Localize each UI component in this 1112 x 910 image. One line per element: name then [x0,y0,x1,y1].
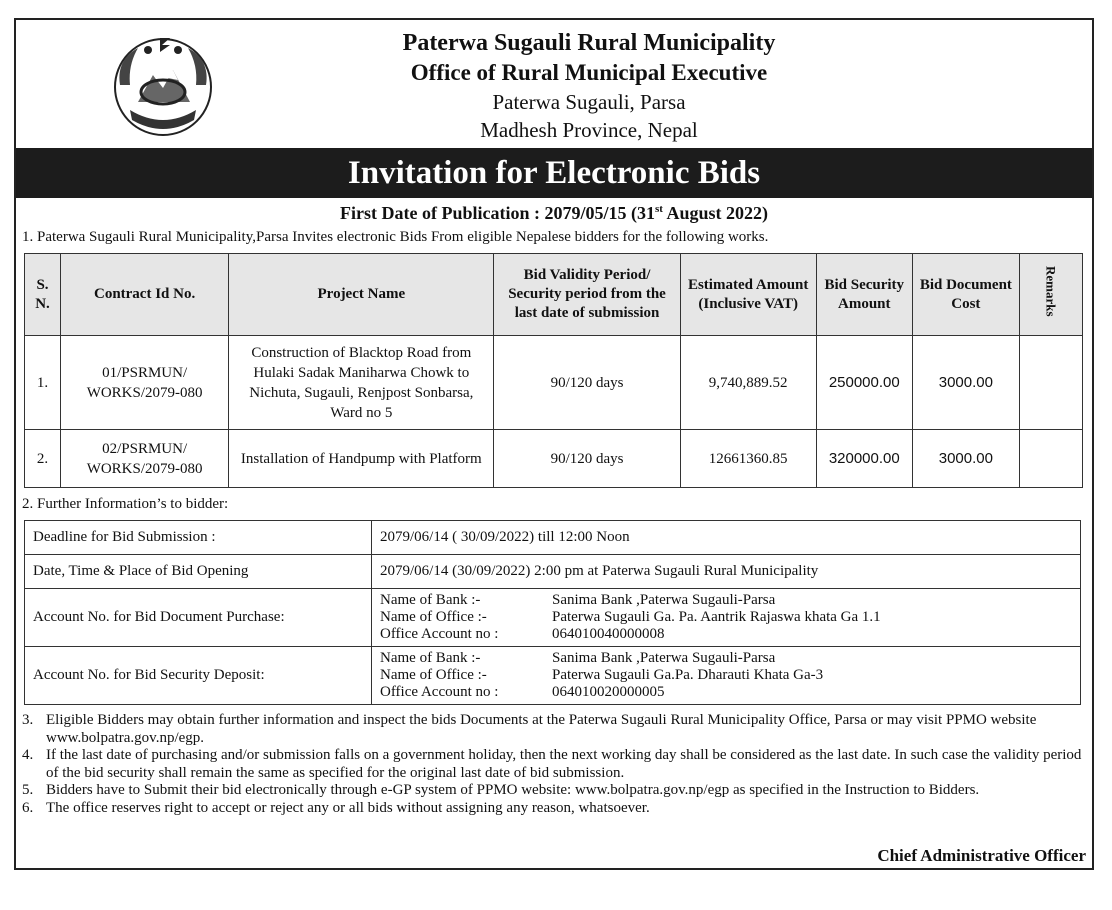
header-estimated-amount: Estimated Amount (Inclusive VAT) [680,254,816,336]
cell-project-name: Installation of Handpump with Platform [229,430,494,488]
account-no-key: Office Account no : [380,626,499,642]
account-no-key: Office Account no : [380,684,499,700]
list-item: 4. If the last date of purchasing and/or submission falls on a government holiday, then the next working day shall be considered as the last date. In such case the validity period of the bid security shall remain the same as specified for the original last date of bid submission. [22,747,1082,781]
info-row-deadline [25,521,1081,555]
purchase-account-label: Account No. for Bid Document Purchase: [25,589,372,647]
cell-security: 320000.00 [816,430,912,488]
cell-validity: 90/120 days [494,336,680,430]
list-item: 3. Eligible Bidders may obtain further information and inspect the bids Documents at the Paterwa Sugauli Rural Municipality Office, Parsa or may visit PPMO website www.bolpatra.gov.np/egp. [22,712,1037,746]
works-table [24,253,1083,488]
account-no-value: 064010040000008 [552,626,665,642]
bid-info-table [24,520,1081,705]
header-sn: S. N. [25,254,61,336]
cell-contract-id: 02/PSRMUN/ WORKS/2079-080 [61,430,229,488]
office-name-key: Name of Office :- [380,667,487,683]
header-doc-cost: Bid Document Cost [912,254,1019,336]
cell-validity: 90/120 days [494,430,680,488]
list-item: 5. Bidders have to Submit their bid electronically through e-GP system of PPMO website: www.bolpatra.gov.np/egp as specified in the Instruction to Bidders. [22,782,980,798]
office-name-value: Paterwa Sugauli Ga. Pa. Aantrik Rajaswa khata Ga 1.1 [552,609,881,625]
further-info-heading: 2. Further Information’s to bidder: [22,496,229,512]
letterhead [16,20,1092,148]
header-project-name: Project Name [229,254,494,336]
info-row-opening [25,555,1081,589]
cell-remarks [1019,430,1082,488]
cell-sn: 2. [25,430,61,488]
info-row-deposit-account [25,647,1081,705]
office-address: Paterwa Sugauli, Parsa [492,90,686,114]
purchase-account-details [372,589,1081,647]
cell-remarks [1019,336,1082,430]
deadline-label: Deadline for Bid Submission : [25,521,372,555]
opening-label: Date, Time & Place of Bid Opening [25,555,372,589]
cell-doc-cost: 3000.00 [912,336,1019,430]
bank-name-value: Sanima Bank ,Paterwa Sugauli-Parsa [552,592,776,608]
bank-name-key: Name of Bank :- [380,592,481,608]
list-item: 6. The office reserves right to accept or reject any or all bids without assigning any reason, whatsoever. [22,799,650,816]
signatory-title: Chief Administrative Officer [877,846,1086,865]
cell-doc-cost: 3000.00 [912,430,1019,488]
notes-list [22,712,1088,817]
deposit-account-details [372,647,1081,705]
cell-project-name: Construction of Blacktop Road from Hulaki Sadak Maniharwa Chowk to Nichuta, Sugauli, Renjpost Sonbarsa, Ward no 5 [229,336,494,430]
bank-name-value: Sanima Bank ,Paterwa Sugauli-Parsa [552,650,776,666]
office-name-key: Name of Office :- [380,609,487,625]
municipality-name: Paterwa Sugauli Rural Municipality [402,30,776,56]
header-bid-security: Bid Security Amount [816,254,912,336]
cell-estimate: 9,740,889.52 [680,336,816,430]
notice-page [14,18,1094,870]
province-address: Madhesh Province, Nepal [480,118,698,142]
table-row [25,336,1083,430]
cell-estimate: 12661360.85 [680,430,816,488]
info-row-purchase-account [25,589,1081,647]
bank-name-key: Name of Bank :- [380,650,481,666]
office-name: Office of Rural Municipal Executive [410,60,768,85]
deadline-value: 2079/06/14 ( 30/09/2022) till 12:00 Noon [372,521,1081,555]
account-no-value: 064010020000005 [552,684,665,700]
publication-date: First Date of Publication : 2079/05/15 (31st August 2022) [340,203,768,223]
works-header-row [25,254,1083,336]
intro-paragraph: 1. Paterwa Sugauli Rural Municipality,Parsa Invites electronic Bids From eligible Nepalese bidders for the following works. [22,229,769,245]
header-contract-id: Contract Id No. [61,254,229,336]
cell-contract-id: 01/PSRMUN/ WORKS/2079-080 [61,336,229,430]
cell-sn: 1. [25,336,61,430]
cell-security: 250000.00 [816,336,912,430]
header-remarks: Remarks [1019,254,1082,336]
notice-title: Invitation for Electronic Bids [16,148,1092,198]
opening-value: 2079/06/14 (30/09/2022) 2:00 pm at Paterwa Sugauli Rural Municipality [372,555,1081,589]
header-bid-validity: Bid Validity Period/ Security period from the last date of submission [494,254,680,336]
office-name-value: Paterwa Sugauli Ga.Pa. Dharauti Khata Ga-3 [552,667,824,683]
table-row [25,430,1083,488]
deposit-account-label: Account No. for Bid Security Deposit: [25,647,372,705]
